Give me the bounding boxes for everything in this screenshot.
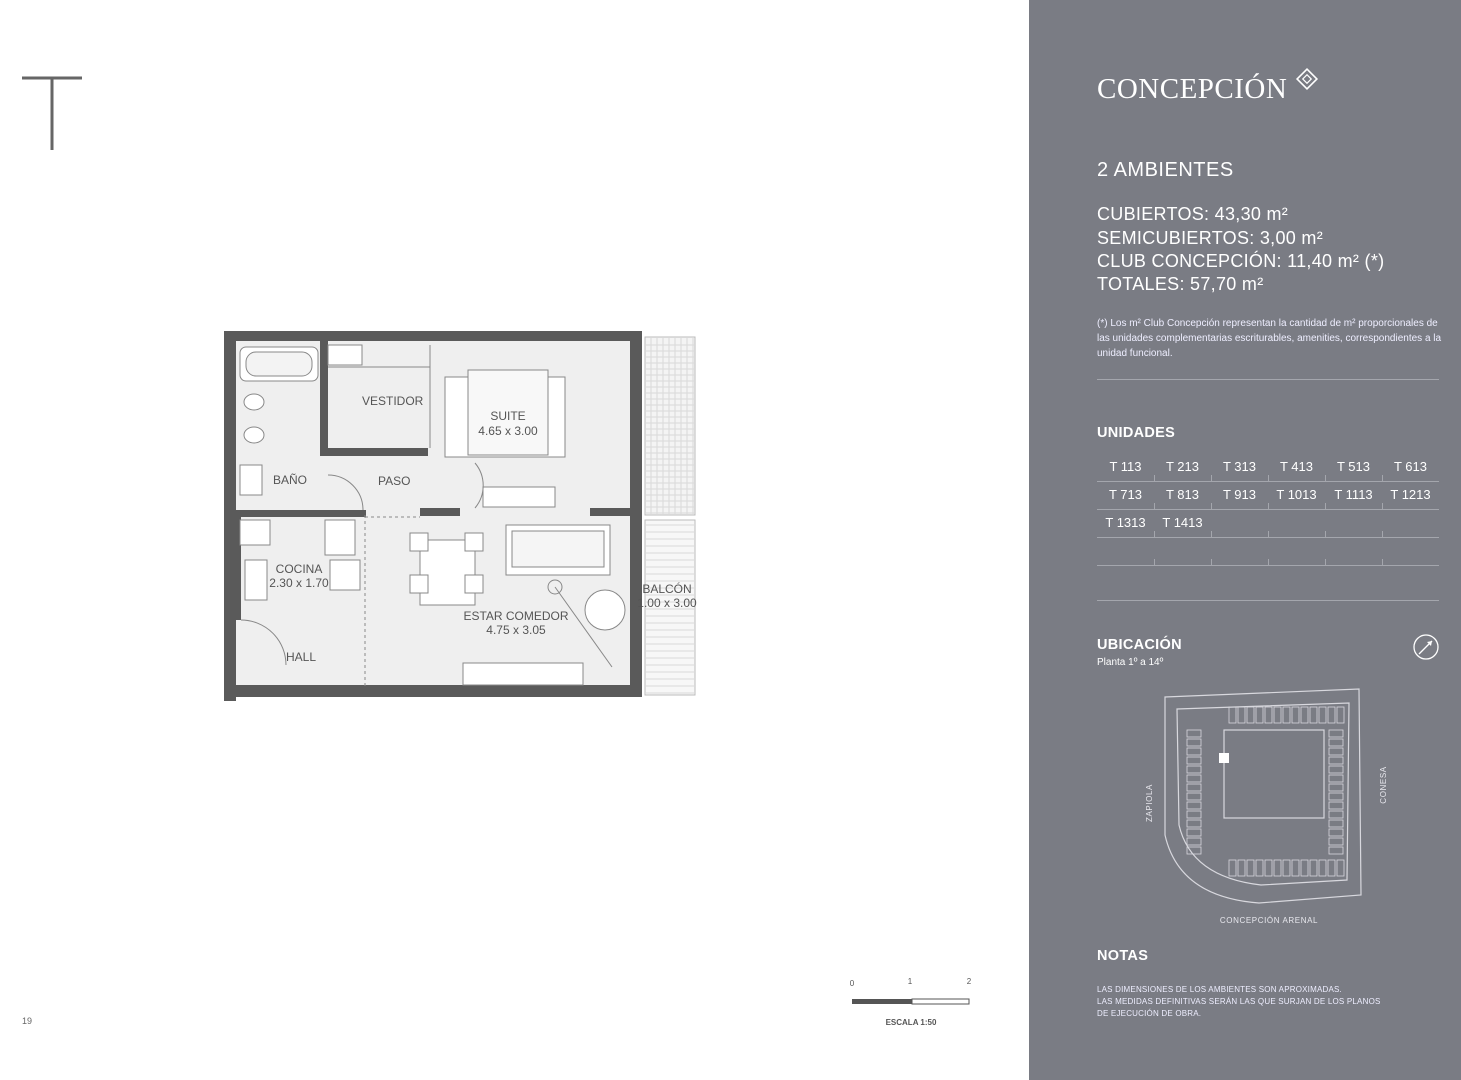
scale-tick-2: 2: [966, 977, 972, 986]
unit-cell: T 1013: [1268, 482, 1325, 509]
room-dims-suite: 4.65 x 3.00: [478, 424, 538, 438]
notes-title: NOTAS: [1097, 948, 1149, 964]
unit-cell: [1154, 538, 1211, 565]
unit-cell: [1268, 538, 1325, 565]
units-row: [1097, 510, 1439, 538]
room-label-paso: PASO: [378, 474, 411, 488]
diamond-icon: [1294, 66, 1320, 92]
unit-cell: T 1113: [1325, 482, 1382, 509]
scale-tick-1: 1: [907, 977, 913, 986]
units-row: [1097, 482, 1439, 510]
room-label-suite: SUITE: [490, 409, 526, 423]
unit-cell: [1211, 538, 1268, 565]
unit-cell: T 1213: [1382, 482, 1439, 509]
unit-type: 2 AMBIENTES: [1097, 159, 1234, 181]
area-totales: TOTALES: 57,70 m²: [1097, 274, 1264, 294]
area-semicubiertos: SEMICUBIERTOS: 3,00 m²: [1097, 228, 1323, 248]
area-club: CLUB CONCEPCIÓN: 11,40 m² (*): [1097, 251, 1385, 271]
divider: [1097, 379, 1439, 380]
unit-cell: T 213: [1154, 454, 1211, 481]
street-zapiola: ZAPIOLA: [1145, 784, 1154, 822]
unit-cell: [1382, 538, 1439, 565]
room-label-vestidor: VESTIDOR: [362, 394, 424, 408]
unit-cell: T 413: [1268, 454, 1325, 481]
room-label-cocina: COCINA: [275, 562, 323, 576]
unit-cell: T 313: [1211, 454, 1268, 481]
note-line: DE EJECUCIÓN DE OBRA.: [1097, 1009, 1202, 1018]
room-label-estar: ESTAR COMEDOR: [463, 609, 569, 623]
note-line: LAS DIMENSIONES DE LOS AMBIENTES SON APROXIMADAS.: [1097, 985, 1342, 994]
divider: [1097, 600, 1439, 601]
unit-cell: T 113: [1109, 459, 1142, 474]
unit-cell: [1382, 510, 1439, 537]
brand-t-logo-icon: [20, 75, 84, 153]
scale-label: ESCALA 1:50: [885, 1018, 937, 1027]
room-dims-estar: 4.75 x 3.05: [486, 623, 546, 637]
area-cubiertos: CUBIERTOS: 43,30 m²: [1097, 204, 1289, 224]
unit-cell: T 913: [1211, 482, 1268, 509]
floor-plan: [220, 325, 710, 705]
unit-cell: T 813: [1154, 482, 1211, 509]
room-label-bano: BAÑO: [273, 473, 308, 487]
unit-cell: [1211, 510, 1268, 537]
brand-name: CONCEPCIÓN: [1097, 73, 1288, 105]
unit-cell: [1325, 538, 1382, 565]
unit-cell: T 613: [1382, 454, 1439, 481]
notes-text: [1097, 984, 1437, 1020]
street-conesa: CONESA: [1379, 766, 1388, 804]
unit-cell: T 513: [1325, 454, 1382, 481]
unit-cell: T 713: [1108, 487, 1142, 502]
units-row: [1097, 538, 1439, 566]
room-label-balcon: BALCÓN: [642, 582, 692, 596]
room-dims-balcon: 1.00 x 3.00: [637, 596, 697, 610]
location-title: UBICACIÓN: [1097, 637, 1182, 653]
unit-cell: T 1413: [1154, 510, 1211, 537]
footnote: (*) Los m² Club Concepción representan la cantidad de m² proporcionales de las unidades complementarias escriturables, amenities, correspondientes a la unidad funcional.: [1097, 318, 1442, 359]
unit-cell: [1268, 510, 1325, 537]
compass-icon: [1412, 633, 1440, 661]
unit-cell: T 1313: [1105, 515, 1146, 530]
unit-cell: [1325, 510, 1382, 537]
location-floors: Planta 1º a 14º: [1097, 657, 1164, 668]
room-dims-cocina: 2.30 x 1.70: [269, 576, 329, 590]
scale-bar: [845, 975, 980, 1030]
scale-tick-0: 0: [849, 979, 855, 988]
units-row: [1097, 454, 1439, 482]
units-title: UNIDADES: [1097, 425, 1176, 441]
page-number: 19: [22, 1016, 33, 1026]
info-sidebar: [1029, 0, 1461, 1080]
room-label-hall: HALL: [286, 650, 317, 664]
note-line: LAS MEDIDAS DEFINITIVAS SERÁN LAS QUE SURJAN DE LOS PLANOS: [1097, 997, 1381, 1006]
site-plan: [1145, 685, 1419, 930]
unit-cell: [1097, 538, 1154, 565]
street-concepcion-arenal: CONCEPCIÓN ARENAL: [1219, 916, 1319, 925]
units-grid: [1097, 454, 1439, 566]
